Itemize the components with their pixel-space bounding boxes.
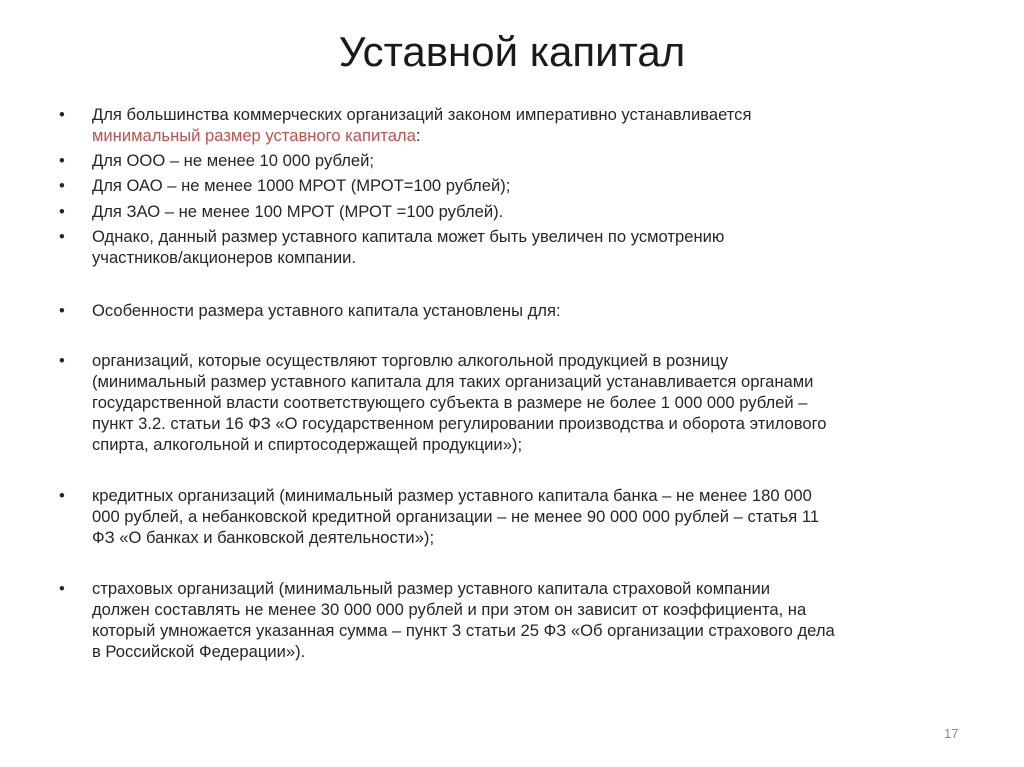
text-line: 000 рублей, а небанковской кредитной организации – не менее 90 000 000 рублей – статья 11 — [92, 507, 820, 526]
text-line: в Российской Федерации»). — [92, 642, 306, 661]
colon: : — [415, 126, 421, 145]
text-line: который умножается указанная сумма – пункт 3 статьи 25 ФЗ «Об организации страхового дела — [92, 621, 835, 640]
list-item — [59, 578, 835, 662]
bullet-icon: • — [59, 486, 65, 505]
bullet-icon: • — [59, 105, 65, 124]
list-item — [59, 150, 374, 171]
text-line: пункт 3.2. статьи 16 ФЗ «О государственном регулировании производства и оборота этилового — [92, 414, 827, 433]
text-line: должен составлять не менее 30 000 000 рублей и при этом он зависит от коэффициента, на — [92, 600, 807, 619]
text-line: Для большинства коммерческих организаций законом императивно устанавливается — [92, 105, 752, 124]
list-item — [59, 350, 827, 455]
bullet-icon: • — [59, 202, 65, 221]
bullet-icon: • — [59, 227, 65, 246]
text-line: ФЗ «О банках и банковской деятельности»); — [92, 528, 435, 547]
text-line: Для ООО – не менее 10 000 рублей; — [92, 151, 374, 170]
bullet-icon: • — [59, 351, 65, 370]
list-item — [59, 175, 511, 196]
text-line: кредитных организаций (минимальный размер уставного капитала банка – не менее 180 000 — [92, 486, 812, 505]
bullet-icon: • — [59, 301, 65, 320]
list-item — [59, 300, 561, 321]
text-line: Однако, данный размер уставного капитала может быть увеличен по усмотрению — [92, 227, 725, 246]
text-line — [92, 125, 751, 146]
bullet-icon: • — [59, 579, 65, 598]
list-item — [59, 104, 752, 146]
list-item — [59, 226, 725, 268]
highlighted-term: минимальный размер уставного капитала — [92, 126, 416, 145]
list-item — [59, 485, 820, 548]
bullet-icon: • — [59, 151, 65, 170]
text-line: организаций, которые осуществляют торговлю алкогольной продукцией в розницу — [92, 351, 729, 370]
text-line: спирта, алкогольной и спиртосодержащей продукции»); — [92, 435, 523, 454]
bullet-icon: • — [59, 176, 65, 195]
text-line: (минимальный размер уставного капитала для таких организаций устанавливается органами — [92, 372, 814, 391]
list-item — [59, 201, 504, 222]
text-line: Для ОАО – не менее 1000 МРОТ (МРОТ=100 рублей); — [92, 176, 511, 195]
text-line: государственной власти соответствующего субъекта в размере не более 1 000 000 рублей – — [92, 393, 808, 412]
slide-title: Уставной капитал — [338, 28, 686, 75]
page-number: 17 — [944, 726, 959, 741]
text-line: участников/акционеров компании. — [92, 248, 356, 267]
text-line: страховых организаций (минимальный размер уставного капитала страховой компании — [92, 579, 771, 598]
text-line: Особенности размера уставного капитала установлены для: — [92, 301, 561, 320]
text-line: Для ЗАО – не менее 100 МРОТ (МРОТ =100 рублей). — [92, 202, 504, 221]
